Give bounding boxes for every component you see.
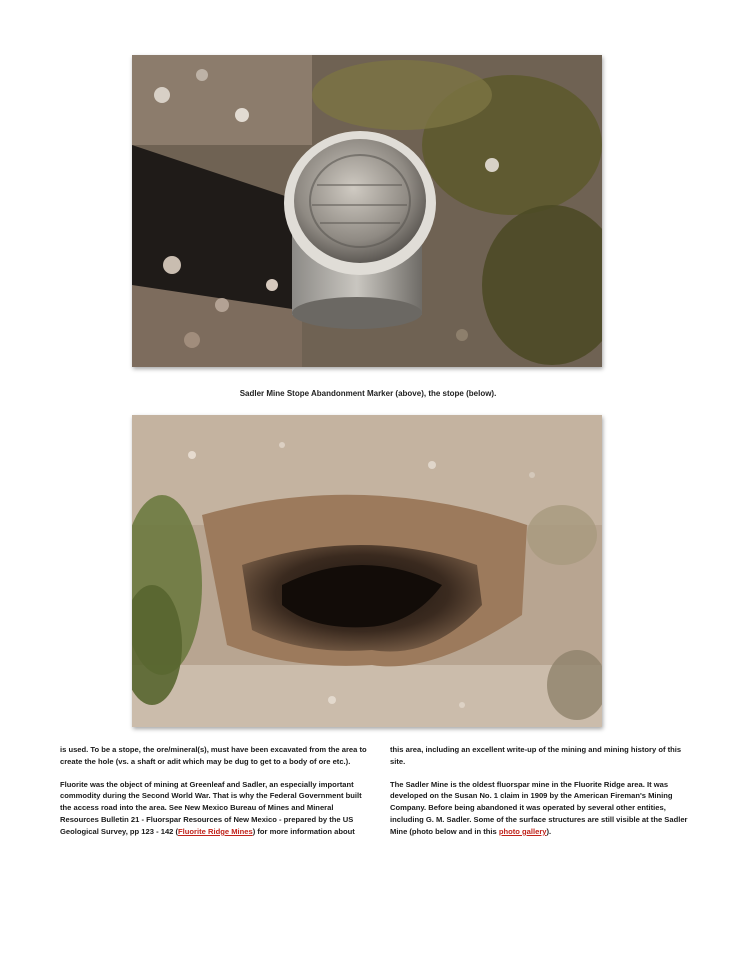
right-paragraph-2-text: The Sadler Mine is the oldest fluorspar mine in the Fluorite Ridge area. It was developed on the Susan No. 1 claim in 1909 by the American Fireman's Mining Company. Before being abandoned it was operated by several other entities, including G. M. Sadler. Some of the surface structures are still visible at the Sadler Mine (photo below and in this bbox=[390, 779, 688, 836]
left-paragraph-1: is used. To be a stope, the ore/mineral(s), must have been excavated from the area to create the hole (vs. a shaft or adit which may be dug to get to a body of ore etc.). bbox=[60, 745, 367, 766]
abandonment-marker-photo bbox=[132, 55, 602, 367]
right-text-column bbox=[390, 744, 690, 849]
left-text-column bbox=[60, 744, 370, 849]
right-paragraph-2 bbox=[390, 779, 690, 838]
left-paragraph-2-text: Fluorite was the object of mining at Greenleaf and Sadler, an especially important commodity during the Second World War. That is why the Federal Government built the access road into the area. See New Mexico Bureau of Mines and Mineral Resources Bulletin 21 - Fluorspar Resources of New Mexico - prepared by the US Geological Survey, pp 123 - 142 ( bbox=[60, 779, 362, 836]
stope-photo bbox=[132, 415, 602, 727]
right-paragraph-2-tail: ). bbox=[546, 826, 552, 836]
fluorite-ridge-mines-link[interactable]: Fluorite Ridge Mines bbox=[178, 826, 253, 836]
left-paragraph-2-tail: ) for more information about bbox=[252, 826, 355, 836]
photo-gallery-link[interactable]: photo gallery bbox=[498, 826, 547, 836]
left-paragraph-2 bbox=[60, 779, 370, 838]
photo-caption: Sadler Mine Stope Abandonment Marker (above), the stope (below). bbox=[239, 389, 497, 398]
right-paragraph-1: this area, including an excellent write-up of the mining and mining history of this site. bbox=[390, 745, 682, 766]
